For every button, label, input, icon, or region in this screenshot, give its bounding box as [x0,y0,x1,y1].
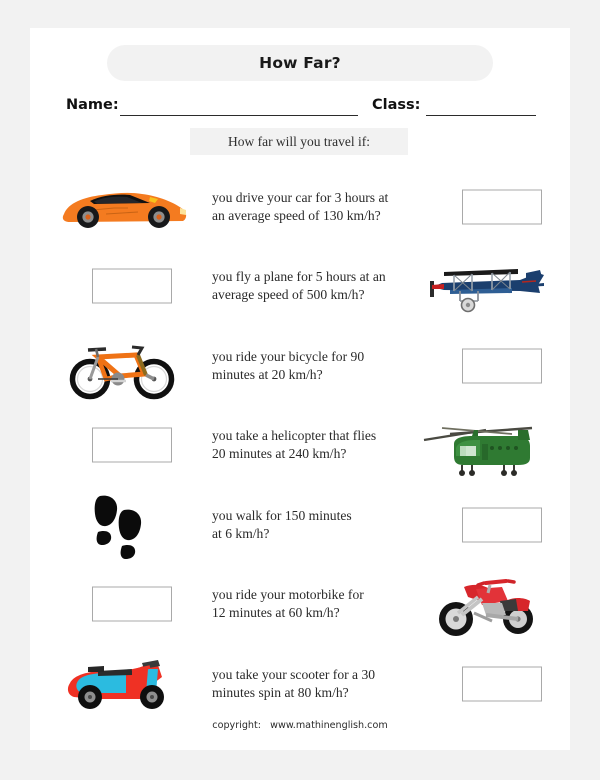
table-row [30,167,570,247]
question-text [212,268,402,304]
row-2-illustration-cell [408,247,568,327]
question-line-2: minutes spin at 80 km/h? [212,684,349,700]
instruction-text: How far will you travel if: [227,134,371,149]
bicycle-image [54,329,194,403]
question-text [212,507,402,543]
scooter-image [54,647,194,721]
question-line-1: you drive your car for 3 hours at [212,189,389,205]
row-2-question-cell [212,247,402,327]
row-1-answer-cell [408,167,568,247]
question-line-1: you ride your motorbike for [212,587,364,603]
answer-box[interactable] [92,428,172,463]
question-text [212,427,402,463]
question-text [212,189,402,225]
sports-car-image [54,170,194,244]
question-line-1: you fly a plane for 5 hours at an [212,269,386,285]
question-line-2: at 6 km/h? [212,525,270,541]
question-line-1: you take a helicopter that flies [212,428,377,444]
name-input-rule[interactable] [120,115,358,116]
row-1-question-cell [212,167,402,247]
row-5-answer-cell [408,485,568,565]
row-4-question-cell [212,406,402,486]
row-4-illustration-cell [408,406,568,486]
question-rows [30,167,570,724]
question-line-1: you walk for 150 minutes [212,507,352,523]
question-line-2: 20 minutes at 240 km/h? [212,446,347,462]
question-text [212,586,402,622]
row-1-illustration-cell [36,167,208,247]
table-row [30,326,570,406]
answer-box[interactable] [462,507,542,542]
question-line-1: you take your scooter for a 30 [212,666,376,682]
question-line-2: an average speed of 130 km/h? [212,207,381,223]
row-5-question-cell [212,485,402,565]
table-row [30,565,570,645]
class-input-rule[interactable] [426,115,536,116]
class-label: Class: [372,97,421,113]
answer-box[interactable] [92,587,172,622]
motorbike-image [420,567,560,641]
question-line-2: minutes at 20 km/h? [212,366,323,382]
copyright-notice: copyright: www.mathinenglish.com [212,720,388,731]
question-text [212,348,402,384]
table-row [30,485,570,565]
row-7-answer-cell [408,644,568,724]
row-6-question-cell [212,565,402,645]
name-label: Name: [66,97,119,113]
instruction-band [190,128,408,155]
question-line-1: you ride your bicycle for 90 [212,348,365,364]
question-line-2: 12 minutes at 60 km/h? [212,605,340,621]
student-info-line [66,95,536,121]
question-text [212,666,402,702]
row-5-illustration-cell [36,485,208,565]
question-line-2: average speed of 500 km/h? [212,287,365,303]
worksheet-page [30,28,570,750]
helicopter-image [420,408,560,482]
row-7-illustration-cell [36,644,208,724]
row-4-answer-cell [36,406,208,486]
row-7-question-cell [212,644,402,724]
row-2-answer-cell [36,247,208,327]
answer-box[interactable] [92,269,172,304]
page-title: How Far? [259,54,341,72]
biplane-image [420,249,560,323]
answer-box[interactable] [462,348,542,383]
answer-box[interactable] [462,189,542,224]
row-6-answer-cell [36,565,208,645]
table-row [30,644,570,724]
row-3-illustration-cell [36,326,208,406]
answer-box[interactable] [462,666,542,701]
row-3-question-cell [212,326,402,406]
footprints-image [54,488,194,562]
table-row [30,247,570,327]
worksheet-title-bar [107,45,493,81]
row-3-answer-cell [408,326,568,406]
table-row [30,406,570,486]
row-6-illustration-cell [408,565,568,645]
